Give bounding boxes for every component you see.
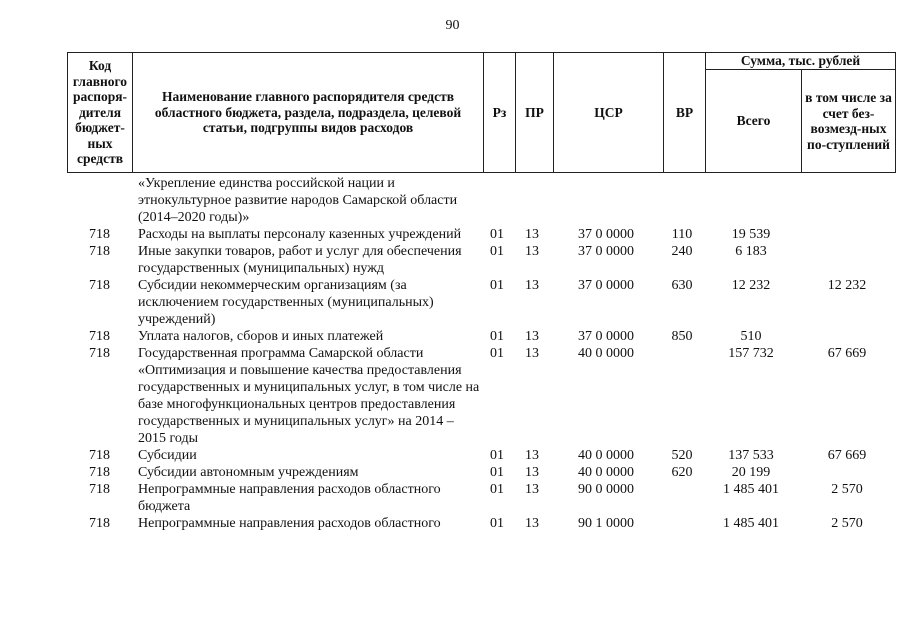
cell-vr: 630: [671, 278, 693, 293]
cell-vr: 520: [671, 448, 693, 463]
cell-rz: 01: [490, 346, 504, 361]
header-vr: ВР: [664, 53, 706, 173]
page-number: 90: [445, 18, 460, 33]
cell-name: Расходы на выплаты персоналу казенных учреждений: [138, 227, 462, 242]
cell-total: 19 539: [731, 227, 771, 242]
cell-vr: 240: [671, 244, 693, 259]
cell-pr: 13: [525, 516, 539, 531]
table-row: [67, 345, 893, 447]
cell-name: Непрограммные направления расходов областного бюджета: [138, 482, 441, 514]
table-row: [67, 464, 893, 481]
header-csr: ЦСР: [554, 53, 664, 173]
cell-rz: 01: [490, 227, 504, 242]
table-header: [67, 52, 896, 173]
cell-name: «Укрепление единства российской нации и этнокультурное развитие народов Самарской области (2014–2020 годы)»: [138, 176, 458, 225]
cell-total: 1 485 401: [723, 516, 779, 531]
cell-total: 510: [740, 329, 762, 344]
cell-pr: 13: [525, 244, 539, 259]
cell-name: Непрограммные направления расходов областного: [138, 516, 441, 531]
header-name: Наименование главного распорядителя средств областного бюджета, раздела, подраздела, целевой статьи, подгруппы видов расходов: [133, 53, 484, 173]
cell-total: 12 232: [731, 278, 771, 293]
cell-name: Субсидии некоммерческим организациям (за исключением государственных (муниципальных) учреждений): [138, 278, 434, 327]
cell-pr: 13: [525, 482, 539, 497]
cell-name: Субсидии: [138, 448, 197, 463]
cell-free: 67 669: [827, 346, 867, 361]
cell-pr: 13: [525, 346, 539, 361]
cell-vr: 620: [671, 465, 693, 480]
cell-free: 2 570: [831, 482, 863, 497]
cell-pr: 13: [525, 465, 539, 480]
cell-csr: 37 0 0000: [578, 244, 634, 259]
cell-pr: 13: [525, 448, 539, 463]
cell-name: Иные закупки товаров, работ и услуг для обеспечения государственных (муниципальных) нужд: [138, 244, 462, 276]
cell-free: 12 232: [827, 278, 867, 293]
header-rz: Рз: [484, 53, 516, 173]
cell-code: 718: [89, 244, 110, 259]
table-body: [67, 175, 893, 532]
cell-csr: 90 1 0000: [578, 516, 634, 531]
cell-csr: 40 0 0000: [578, 346, 634, 361]
cell-code: 718: [89, 346, 110, 361]
table-row: [67, 277, 893, 328]
cell-name: Уплата налогов, сборов и иных платежей: [138, 329, 384, 344]
cell-total: 157 732: [728, 346, 774, 361]
cell-total: 1 485 401: [723, 482, 779, 497]
cell-code: 718: [89, 227, 110, 242]
header-total: Всего: [706, 70, 802, 173]
cell-code: 718: [89, 516, 110, 531]
cell-csr: 90 0 0000: [578, 482, 634, 497]
header-code: Код главного распоря-дителя бюджет-ных средств: [68, 53, 133, 173]
cell-rz: 01: [490, 278, 504, 293]
cell-code: 718: [89, 482, 110, 497]
cell-rz: 01: [490, 465, 504, 480]
cell-vr: 110: [671, 227, 693, 242]
cell-csr: 37 0 0000: [578, 329, 634, 344]
cell-csr: 37 0 0000: [578, 227, 634, 242]
header-sum: Сумма, тыс. рублей: [706, 53, 896, 70]
table-row: [67, 226, 893, 243]
cell-rz: 01: [490, 516, 504, 531]
header-pr: ПР: [516, 53, 554, 173]
cell-rz: 01: [490, 448, 504, 463]
cell-csr: 40 0 0000: [578, 465, 634, 480]
table-row: [67, 447, 893, 464]
cell-code: 718: [89, 448, 110, 463]
cell-pr: 13: [525, 227, 539, 242]
cell-pr: 13: [525, 329, 539, 344]
table-row: [67, 481, 893, 515]
table-row: [67, 515, 893, 532]
cell-rz: 01: [490, 244, 504, 259]
table-row: [67, 328, 893, 345]
cell-total: 20 199: [731, 465, 771, 480]
cell-code: 718: [89, 278, 110, 293]
table-row: [67, 243, 893, 277]
cell-pr: 13: [525, 278, 539, 293]
cell-rz: 01: [490, 329, 504, 344]
cell-name: Субсидии автономным учреждениям: [138, 465, 359, 480]
table-row: [67, 175, 893, 226]
cell-csr: 40 0 0000: [578, 448, 634, 463]
cell-csr: 37 0 0000: [578, 278, 634, 293]
cell-total: 137 533: [728, 448, 774, 463]
cell-total: 6 183: [735, 244, 767, 259]
cell-free: 2 570: [831, 516, 863, 531]
cell-free: 67 669: [827, 448, 867, 463]
cell-vr: 850: [671, 329, 693, 344]
header-free: в том числе за счет без-возмезд-ных по-ступлений: [802, 70, 896, 173]
cell-code: 718: [89, 329, 110, 344]
cell-name: Государственная программа Самарской области «Оптимизация и повышение качества предоставления государственных и муниципальных услуг, в том числе на базе многофункциональных центров предоставления государственных и муниципальных услуг» на 2014 – 2015 годы: [138, 346, 480, 446]
cell-code: 718: [89, 465, 110, 480]
cell-rz: 01: [490, 482, 504, 497]
